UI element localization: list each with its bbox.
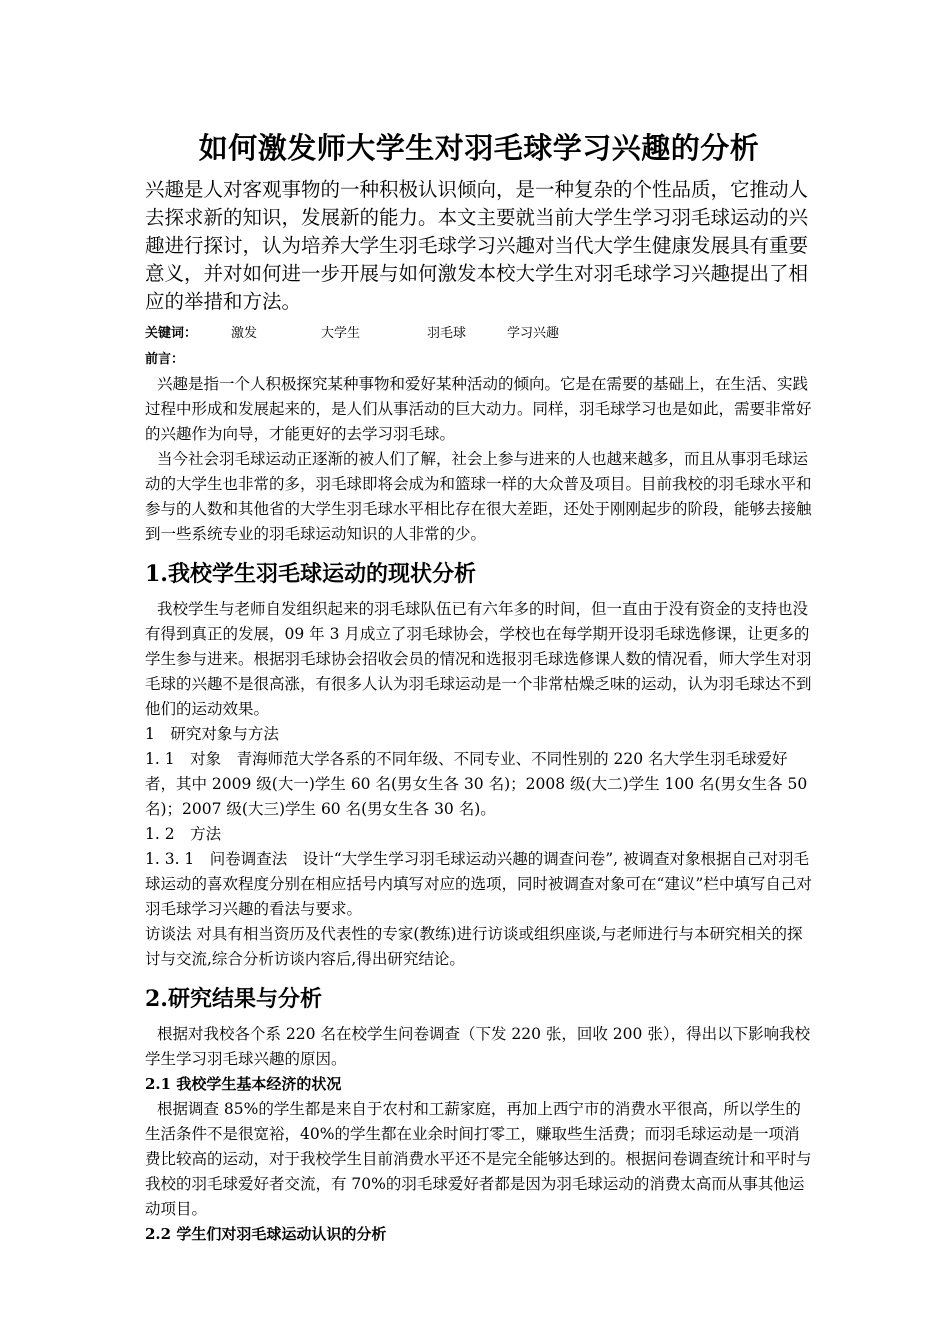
section-heading: 2.研究结果与分析 [145,986,322,1012]
subsection-heading: 2.2 学生们对羽毛球运动认识的分析 [145,1225,387,1243]
abstract-text: 兴趣是人对客观事物的一种积极认识倾向，是一种复杂的个性品质，它推动人去探求新的知识，发展新的能力。本文主要就当前大学生学习羽毛球运动的兴趣进行探讨，认为培养大学生羽毛球学习兴趣对当代大学生健康发展具有重要意义，并对如何进一步开展与如何激发本校大学生对羽毛球学习兴趣提出了相应的举措和方法。 [145,178,809,313]
keyword-item: 学习兴趣 [507,326,560,341]
keywords-label: 关键词： [145,326,198,341]
document-body [145,128,813,1247]
method-item: 1. 1 对象 青海师范大学各系的不同年级、不同专业、不同性别的 220 名大学生羽毛球爱好者，其中 2009 级(大一)学生 60 名(男女生各 30 名)；2008 级(大二)学生 100 名(男女生各 50 名)；2007 级(大三)学生 60 名(男女生各 30 名)。 [145,750,808,818]
section-paragraph: 根据对我校各个系 220 名在校学生问卷调查（下发 220 张，回收 200 张），得出以下影响我校学生学习羽毛球兴趣的原因。 [145,1025,811,1068]
method-item: 1. 3. 1 问卷调查法 设计“大学生学习羽毛球运动兴趣的调查问卷”, 被调查对象根据自己对羽毛球运动的喜欢程度分别在相应括号内填写对应的选项，同时被调查对象可在“建议”栏中填写自己对羽毛球学习兴趣的看法与要求。 [145,850,812,918]
page-title: 如何激发师大学生对羽毛球学习兴趣的分析 [198,131,760,165]
keyword-item: 大学生 [321,326,361,341]
section-paragraph: 我校学生与老师自发组织起来的羽毛球队伍已有六年多的时间，但一直由于没有资金的支持也没有得到真正的发展，09 年 3 月成立了羽毛球协会，学校也在每学期开设羽毛球选修课，让更多的学生参与进来。根据羽毛球协会招收会员的情况和选报羽毛球选修课人数的情况看，师大学生对羽毛球的兴趣不是很高涨，有很多人认为羽毛球运动是一个非常枯燥乏味的运动，认为羽毛球达不到他们的运动效果。 [145,600,812,718]
preface-paragraph: 当今社会羽毛球运动正逐渐的被人们了解，社会上参与进来的人也越来越多，而且从事羽毛球运动的大学生也非常的多，羽毛球即将会成为和篮球一样的大众普及项目。目前我校的羽毛球水平和参与的人数和其他省的大学生羽毛球水平相比存在很大差距，还处于刚刚起步的阶段，能够去接触到一些系统专业的羽毛球运动知识的人非常的少。 [145,450,812,543]
section-paragraph: 根据调查 85%的学生都是来自于农村和工薪家庭，再加上西宁市的消费水平很高，所以学生的生活条件不是很宽裕，40%的学生都在业余时间打零工，赚取些生活费；而羽毛球运动是一项消费比较高的运动，对于我校学生目前消费水平还不是完全能够达到的。根据问卷调查统计和平时与我校的羽毛球爱好者交流，有 70%的羽毛球爱好者都是因为羽毛球运动的消费太高而从事其他运动项目。 [145,1100,812,1218]
method-item: 1. 2 方法 [145,825,222,843]
keyword-item: 羽毛球 [427,326,467,341]
section-heading: 1.我校学生羽毛球运动的现状分析 [145,561,476,587]
preface-paragraph: 兴趣是指一个人积极探究某种事物和爱好某种活动的倾向。它是在需要的基础上，在生活、实践过程中形成和发展起来的，是人们从事活动的巨大动力。同样，羽毛球学习也是如此，需要非常好的兴趣作为向导，才能更好的去学习羽毛球。 [145,375,812,443]
keyword-item: 激发 [231,326,258,341]
method-item: 1 研究对象与方法 [145,725,279,743]
method-item: 访谈法 对具有相当资历及代表性的专家(教练)进行访谈或组织座谈,与老师进行与本研究相关的探讨与交流,综合分析访谈内容后,得出研究结论。 [145,925,803,968]
preface-label: 前言： [145,352,185,367]
subsection-heading: 2.1 我校学生基本经济的状况 [145,1075,342,1093]
keywords-row [145,322,813,346]
